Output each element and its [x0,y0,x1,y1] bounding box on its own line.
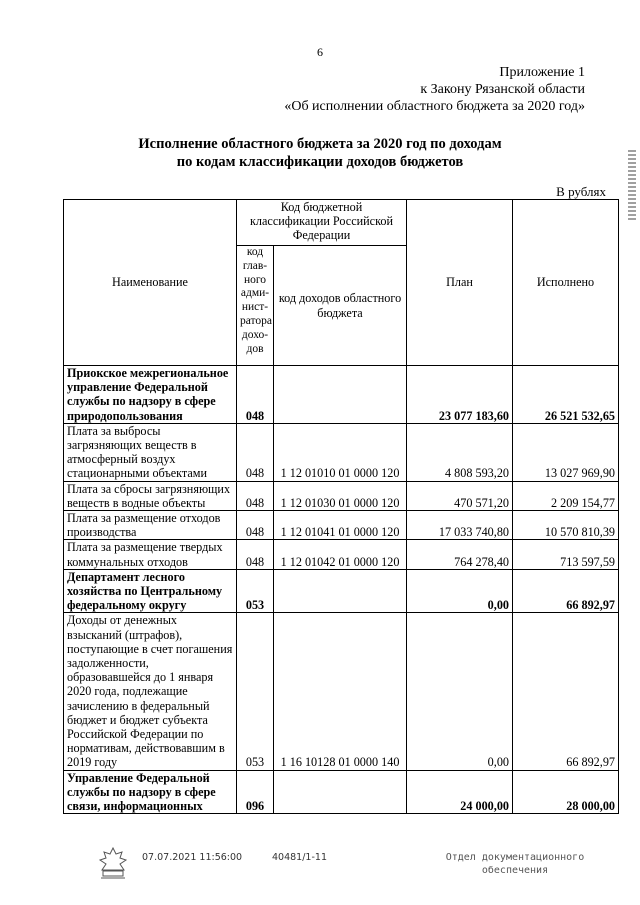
row-plan: 4 808 593,20 [407,423,513,481]
row-executed: 2 209 154,77 [513,481,619,510]
row-executed: 13 027 969,90 [513,423,619,481]
row-name: Плата за выбросы загрязняющих веществ в атмосферный воздух стационарными объектами [64,423,237,481]
row-executed: 26 521 532,65 [513,366,619,424]
row-income-code [274,770,407,814]
document-title-line-1: Исполнение областного бюджета за 2020 год по доходам [138,136,502,152]
row-income-code: 1 12 01042 01 0000 120 [274,540,407,569]
header-plan: План [407,200,513,366]
margin-barcode [628,150,636,220]
row-income-code: 1 12 01041 01 0000 120 [274,511,407,540]
row-admin-code: 048 [237,540,274,569]
table-row [64,481,619,510]
document-title [0,135,640,171]
row-plan: 17 033 740,80 [407,511,513,540]
units-label: В рублях [556,184,606,199]
header-admin-code: код глав-ного адми-нист-ратора дохо-дов [237,246,274,366]
row-income-code: 1 12 01030 01 0000 120 [274,481,407,510]
row-plan: 470 571,20 [407,481,513,510]
table-row [64,511,619,540]
row-income-code [274,366,407,424]
header-income-code: код доходов областного бюджета [274,246,407,366]
row-plan: 0,00 [407,613,513,770]
header-executed: Исполнено [513,200,619,366]
appendix-line-2: к Закону Рязанской области [420,82,585,97]
row-executed: 10 570 810,39 [513,511,619,540]
row-executed: 66 892,97 [513,569,619,613]
row-admin-code: 096 [237,770,274,814]
document-title-line-2: по кодам классификации доходов бюджетов [176,154,464,170]
row-plan: 24 000,00 [407,770,513,814]
row-admin-code: 048 [237,366,274,424]
table-row [64,770,619,814]
row-executed: 66 892,97 [513,613,619,770]
row-name: Плата за размещение твердых коммунальных отходов [64,540,237,569]
appendix-line-3: «Об исполнении областного бюджета за 2020 год» [284,99,585,114]
table-row [64,423,619,481]
row-income-code: 1 12 01010 01 0000 120 [274,423,407,481]
row-name: Плата за сбросы загрязняющих веществ в водные объекты [64,481,237,510]
row-admin-code: 053 [237,569,274,613]
row-admin-code: 053 [237,613,274,770]
header-code-group: Код бюджетной классификации Российской Федерации [237,200,407,246]
row-admin-code: 048 [237,481,274,510]
row-name: Плата за размещение отходов производства [64,511,237,540]
footer-department-stamp [440,851,590,877]
row-name: Доходы от денежных взысканий (штрафов), поступающие в счет погашения задолженности, образовавшейся до 1 января 2020 года, подлежащие зачислению в федеральный бюджет и бюджет субъекта Российской Федерации по нормативам, действовавшим в 2019 году [64,613,237,770]
budget-table [63,199,619,814]
coat-of-arms-icon [98,846,128,880]
row-name: Департамент лесного хозяйства по Центральному федеральному округу [64,569,237,613]
row-name: Управление Федеральной службы по надзору в сфере связи, информационных [64,770,237,814]
row-admin-code: 048 [237,423,274,481]
footer-registration-number: 40481/1-11 [272,852,327,863]
table-row [64,569,619,613]
table-row [64,540,619,569]
row-name: Приокское межрегиональное управление Федеральной службы по надзору в сфере природопользования [64,366,237,424]
footer-department-line-2: обеспечения [481,865,549,876]
appendix-line-1: Приложение 1 [499,65,585,80]
row-plan: 0,00 [407,569,513,613]
row-income-code [274,569,407,613]
table-row [64,366,619,424]
page-number: 6 [317,45,323,59]
footer-department-line-1: Отдел документационного [445,852,585,863]
table-row [64,613,619,770]
row-admin-code: 048 [237,511,274,540]
appendix-block [284,64,585,115]
row-executed: 713 597,59 [513,540,619,569]
row-plan: 23 077 183,60 [407,366,513,424]
row-income-code: 1 16 10128 01 0000 140 [274,613,407,770]
row-executed: 28 000,00 [513,770,619,814]
row-plan: 764 278,40 [407,540,513,569]
footer-date: 07.07.2021 11:56:00 [142,852,243,863]
header-name: Наименование [64,200,237,366]
